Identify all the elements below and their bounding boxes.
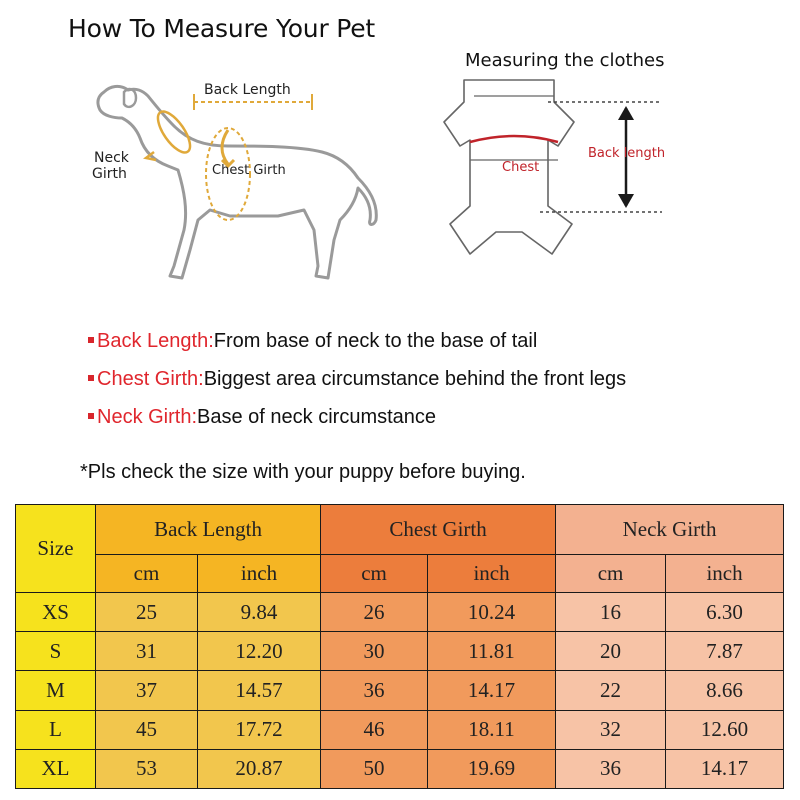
clothes-measurement-diagram <box>430 74 680 264</box>
neck-girth-header: Neck Girth <box>556 505 784 555</box>
table-header-row <box>16 505 784 555</box>
unit-header: cm <box>96 555 198 593</box>
chest-arc <box>470 136 558 142</box>
unit-header: cm <box>556 555 666 593</box>
value-cell: 20 <box>556 632 666 671</box>
value-cell: 14.17 <box>666 749 784 788</box>
definition-back-length <box>88 330 537 353</box>
dog-silhouette <box>98 86 376 278</box>
bullet-icon <box>88 337 94 343</box>
neck-girth-label-1: Neck <box>94 150 129 166</box>
unit-header: inch <box>428 555 556 593</box>
value-cell: 26 <box>321 593 428 632</box>
value-cell: 9.84 <box>198 593 321 632</box>
chest-girth-header: Chest Girth <box>321 505 556 555</box>
value-cell: 45 <box>96 710 198 749</box>
bullet-icon <box>88 375 94 381</box>
value-cell: 17.72 <box>198 710 321 749</box>
value-cell: 36 <box>321 671 428 710</box>
value-cell: 14.57 <box>198 671 321 710</box>
value-cell: 53 <box>96 749 198 788</box>
definition-term: Neck Girth: <box>97 406 198 428</box>
value-cell: 32 <box>556 710 666 749</box>
definition-term: Chest Girth: <box>97 368 204 390</box>
size-cell: XS <box>16 593 96 632</box>
unit-header: inch <box>666 555 784 593</box>
clothes-back-length-label: Back length <box>588 146 666 161</box>
value-cell: 50 <box>321 749 428 788</box>
size-cell: XL <box>16 749 96 788</box>
size-chart-table <box>15 504 784 789</box>
unit-header: inch <box>198 555 321 593</box>
value-cell: 16 <box>556 593 666 632</box>
dog-measurement-diagram <box>78 70 398 310</box>
value-cell: 7.87 <box>666 632 784 671</box>
value-cell: 37 <box>96 671 198 710</box>
size-cell: S <box>16 632 96 671</box>
value-cell: 36 <box>556 749 666 788</box>
definition-text: Base of neck circumstance <box>197 406 437 428</box>
unit-header: cm <box>321 555 428 593</box>
value-cell: 14.17 <box>428 671 556 710</box>
back-length-header: Back Length <box>96 505 321 555</box>
value-cell: 30 <box>321 632 428 671</box>
clothes-diagram-title: Measuring the clothes <box>465 50 665 71</box>
table-row <box>16 671 784 710</box>
value-cell: 6.30 <box>666 593 784 632</box>
value-cell: 22 <box>556 671 666 710</box>
chest-label: Chest <box>502 160 540 175</box>
definition-neck-girth <box>88 406 436 429</box>
definition-chest-girth <box>88 368 626 391</box>
neck-girth-label-2: Girth <box>92 166 127 182</box>
value-cell: 12.20 <box>198 632 321 671</box>
size-cell: L <box>16 710 96 749</box>
definition-text: Biggest area circumstance behind the front legs <box>203 368 627 390</box>
definition-term: Back Length: <box>97 330 214 352</box>
value-cell: 11.81 <box>428 632 556 671</box>
value-cell: 46 <box>321 710 428 749</box>
value-cell: 25 <box>96 593 198 632</box>
back-length-label: Back Length <box>204 82 291 98</box>
value-cell: 10.24 <box>428 593 556 632</box>
table-row <box>16 632 784 671</box>
table-row <box>16 593 784 632</box>
bullet-icon <box>88 413 94 419</box>
table-unit-row <box>16 555 784 593</box>
page-title: How To Measure Your Pet <box>68 14 376 43</box>
value-cell: 19.69 <box>428 749 556 788</box>
value-cell: 8.66 <box>666 671 784 710</box>
size-check-note: *Pls check the size with your puppy before buying. <box>80 461 526 483</box>
table-row <box>16 710 784 749</box>
chest-girth-label: Chest Girth <box>212 163 286 178</box>
definition-text: From base of neck to the base of tail <box>213 330 538 352</box>
value-cell: 18.11 <box>428 710 556 749</box>
value-cell: 20.87 <box>198 749 321 788</box>
table-row <box>16 749 784 788</box>
value-cell: 12.60 <box>666 710 784 749</box>
size-header: Size <box>16 505 96 593</box>
value-cell: 31 <box>96 632 198 671</box>
size-cell: M <box>16 671 96 710</box>
